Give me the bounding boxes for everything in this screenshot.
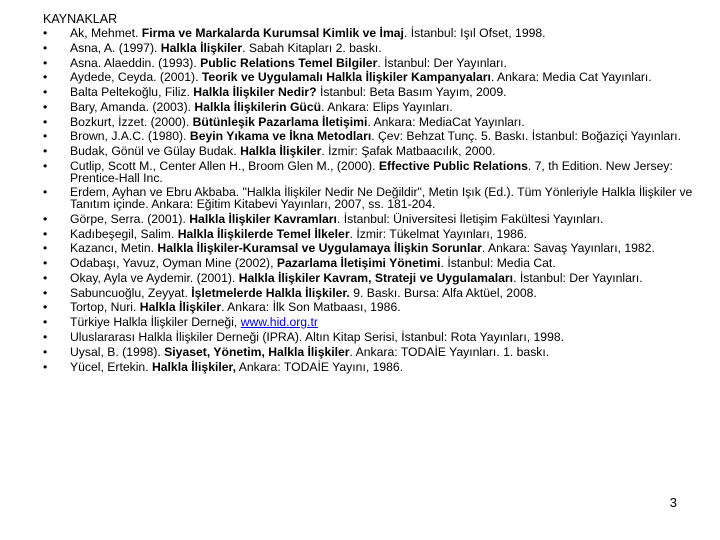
reference-text: Türkiye Halkla İlişkiler Derneği, — [70, 315, 241, 330]
bullet-icon: • — [43, 270, 48, 285]
reference-title: Beyin Yıkama ve İkna Metodları — [189, 129, 372, 144]
reference-text: Aydede, Ceyda. (2001). — [70, 70, 202, 85]
reference-text: . Ankara: MediaCat Yayınları. — [367, 114, 525, 129]
reference-text: Uysal, B. (1998). — [70, 344, 165, 359]
reference-text: Balta Peltekoğlu, Filiz. — [70, 85, 194, 100]
reference-text: Cutlip, Scott M., Center Allen H., Broom Glen M., (2000). — [70, 159, 379, 174]
reference-text: Odabaşı, Yavuz, Oyman Mine (2002), — [70, 256, 277, 271]
reference-text: . Ankara: Savaş Yayınları, 1982. — [481, 241, 655, 256]
reference-text: Okay, Ayla ve Aydemir. (2001). — [70, 270, 239, 285]
reference-title: Bütünleşik Pazarlama İletişimi — [192, 114, 368, 129]
reference-title: Halkla İlişkiler — [160, 40, 243, 55]
reference-text: Yücel, Ertekin. — [70, 359, 152, 374]
reference-item — [43, 258, 693, 270]
reference-item — [43, 161, 693, 184]
bullet-icon: • — [43, 159, 48, 174]
reference-title: Halkla İlişkilerin Gücü — [194, 99, 322, 114]
reference-item — [43, 99, 693, 114]
reference-text: Uluslararası Halkla İlişkiler Derneği (IPRA). Altın Kitap Serisi, İstanbul: Rota Yayınları, 1998. — [70, 330, 565, 345]
reference-text: Erdem, Ayhan ve Ebru Akbaba. "Halkla İlişkiler Nedir Ne Değildir", Metin Işık (Ed.). Tüm Yönleriyle Halkla İlişkiler ve Tanıtım içinde. Ankara: Eğitim Kitabevi Yayınları, 2007, ss. 181-204. — [70, 185, 693, 211]
reference-text: 9. Baskı. Bursa: Alfa Aktüel, 2008. — [349, 285, 537, 300]
reference-item — [43, 114, 693, 129]
reference-title: Teorik ve Uygulamalı Halkla İlişkiler Kampanyaları — [201, 70, 491, 85]
bullet-icon: • — [43, 85, 48, 100]
reference-item — [43, 187, 693, 210]
bullet-icon: • — [43, 256, 48, 271]
reference-list — [43, 28, 693, 376]
reference-title: Halkla İlişkiler Kavram, Strateji ve Uygulamaları — [238, 270, 514, 285]
reference-item — [43, 146, 693, 158]
bullet-icon: • — [43, 300, 48, 315]
reference-item — [43, 344, 693, 359]
bullet-icon: • — [43, 241, 48, 256]
reference-title: Halkla İlişkiler Nedir? — [193, 85, 317, 100]
reference-text: . İstanbul: Üniversitesi İletişim Fakültesi Yayınları. — [336, 211, 604, 226]
reference-text: . İstanbul: Der Yayınları. — [377, 55, 507, 70]
reference-text: Bozkurt, İzzet. (2000). — [70, 114, 193, 129]
reference-text: Asna. Alaeddin. (1993). — [70, 55, 201, 70]
bullet-icon: • — [43, 344, 48, 359]
bullet-icon: • — [43, 315, 48, 330]
reference-title: Halkla İlişkiler — [139, 300, 222, 315]
reference-item — [43, 270, 693, 285]
reference-text: Kazancı, Metin. — [70, 241, 158, 256]
reference-title: Siyaset, Yönetim, Halkla İlişkiler — [164, 344, 350, 359]
bullet-icon: • — [43, 40, 48, 55]
reference-text: Brown, J.A.C. (1980). — [70, 129, 190, 144]
reference-text: . Sabah Kitapları 2. baskı. — [242, 40, 382, 55]
reference-title: Effective Public Relations — [378, 159, 528, 174]
reference-item — [43, 55, 693, 70]
reference-item — [43, 285, 693, 300]
reference-item — [43, 302, 693, 314]
reference-text: . Çev: Behzat Tunç. 5. Baskı. İstanbul: Boğaziçi Yayınları. — [371, 129, 682, 144]
bullet-icon: • — [43, 70, 48, 85]
bullet-icon: • — [43, 285, 48, 300]
bullet-icon: • — [43, 211, 48, 226]
reference-title: Halkla İlişkilerde Temel İlkeler — [177, 226, 350, 241]
bullet-icon: • — [43, 99, 48, 114]
reference-title: Firma ve Markalarda Kurumsal Kimlik ve İmaj — [141, 26, 404, 40]
bullet-icon: • — [43, 114, 48, 129]
reference-item — [43, 359, 693, 374]
reference-text: . İstanbul: Der Yayınları. — [513, 270, 643, 285]
reference-item — [43, 332, 693, 344]
website-link[interactable]: www.hid.org.tr — [240, 315, 318, 330]
reference-text: Bary, Amanda. (2003). — [70, 99, 195, 114]
reference-text: Görpe, Serra. (2001). — [70, 211, 190, 226]
reference-text: Asna, A. (1997). — [70, 40, 161, 55]
bullet-icon: • — [43, 144, 48, 159]
reference-text: . Ankara: Elips Yayınları. — [321, 99, 453, 114]
reference-text: İstanbul: Beta Basım Yayım, 2009. — [316, 85, 507, 100]
bullet-icon: • — [43, 185, 48, 200]
reference-text: Sabuncuoğlu, Zeyyat. — [70, 285, 192, 300]
reference-text: . Ankara: TODAİE Yayınları. 1. baskı. — [349, 344, 550, 359]
reference-item — [43, 72, 693, 84]
reference-text: Ak, Mehmet. — [70, 26, 142, 40]
reference-title: Halkla İlişkiler-Kuramsal ve Uygulamaya İlişkin Sorunlar — [157, 241, 482, 256]
reference-title: Halkla İlişkiler Kavramları — [189, 211, 337, 226]
bullet-icon: • — [43, 226, 48, 241]
reference-title: Halkla İlişkiler — [240, 144, 322, 159]
reference-text: Tortop, Nuri. — [70, 300, 140, 315]
reference-text: . İzmir: Şafak Matbaacılık, 2000. — [321, 144, 496, 159]
reference-text: . İstanbul: Işıl Ofset, 1998. — [403, 26, 546, 40]
bullet-icon: • — [43, 55, 48, 70]
reference-text: Budak, Gönül ve Gülay Budak. — [70, 144, 241, 159]
bullet-icon: • — [43, 330, 48, 345]
reference-item — [43, 87, 693, 99]
bullet-icon: • — [43, 359, 48, 374]
reference-text: Ankara: TODAİE Yayını, 1986. — [235, 359, 404, 374]
reference-text: Kadıbeşegil, Salim. — [70, 226, 178, 241]
reference-text: . Ankara: İlk Son Matbaası, 1986. — [221, 300, 401, 315]
reference-text: . 7, th Edition. New Jersey: Prentice-Hall Inc. — [70, 159, 673, 185]
reference-item — [43, 211, 693, 226]
reference-title: Pazarlama İletişimi Yönetimi — [276, 256, 441, 271]
reference-item — [43, 226, 693, 241]
reference-text: . Ankara: Media Cat Yayınları. — [490, 70, 652, 85]
reference-item — [43, 131, 693, 143]
reference-text: . İstanbul: Media Cat. — [440, 256, 556, 271]
bullet-icon: • — [43, 129, 48, 144]
reference-item — [43, 40, 693, 55]
reference-text: . İzmir: Tükelmat Yayınları, 1986. — [349, 226, 528, 241]
reference-title: İşletmelerde Halkla İlişkiler. — [191, 285, 350, 300]
page-title: KAYNAKLAR — [43, 12, 118, 26]
reference-item — [43, 28, 693, 40]
bullet-icon: • — [43, 26, 48, 40]
reference-item — [43, 243, 693, 255]
reference-title: Halkla İlişkiler, — [151, 359, 236, 374]
page-number: 3 — [669, 495, 677, 510]
reference-title: Public Relations Temel Bilgiler — [200, 55, 378, 70]
reference-item — [43, 317, 693, 329]
